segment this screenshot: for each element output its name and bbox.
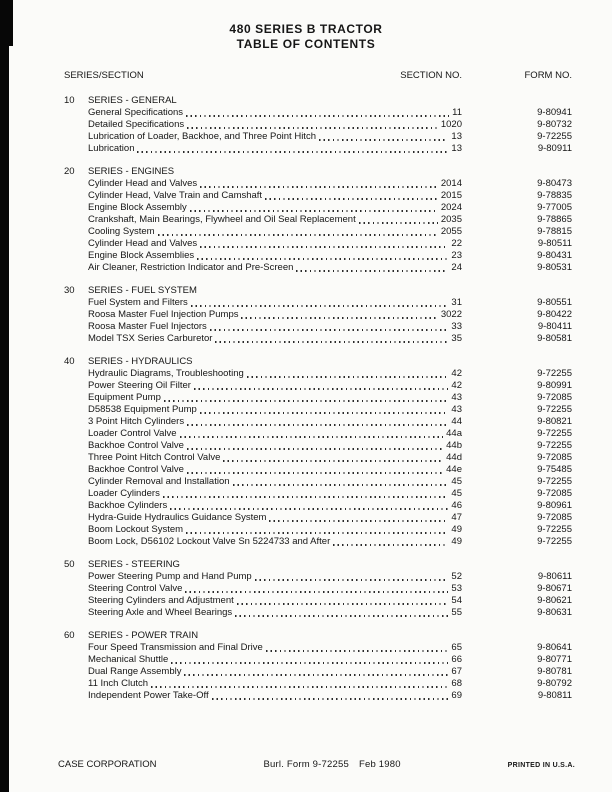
footer-date: Feb 1980: [358, 759, 401, 770]
entry-form-no: 9-72085: [537, 392, 572, 403]
dot-leader: [333, 544, 448, 546]
entry-section-no: 42: [451, 368, 462, 379]
entry-form-no: 9-80411: [537, 321, 572, 332]
dot-leader: [151, 686, 448, 688]
entry-label: Independent Power Take-Off: [88, 690, 209, 701]
section-title: SERIES - GENERAL: [88, 95, 177, 106]
entry-label: Power Steering Pump and Hand Pump: [88, 571, 252, 582]
section-entries: [64, 642, 572, 702]
entry-form-no: 9-80611: [537, 571, 572, 582]
entry-label: Crankshaft, Main Bearings, Flywheel and Oil Seal Replacement: [88, 214, 356, 225]
page-title: [0, 22, 612, 52]
entry-form-no: 9-80821: [537, 416, 572, 427]
dot-leader: [187, 424, 448, 426]
section-number: 50: [64, 559, 75, 570]
dot-leader: [200, 186, 438, 188]
entry-form-no: 9-75485: [537, 464, 572, 475]
section-header: [64, 559, 572, 571]
section-number: 10: [64, 95, 75, 106]
section-title: SERIES - ENGINES: [88, 166, 175, 177]
dot-leader: [171, 662, 448, 664]
entry-form-no: 9-72085: [537, 452, 572, 463]
dot-leader: [215, 341, 448, 343]
entry-form-no: 9-72255: [537, 440, 572, 451]
toc-entry: [64, 428, 572, 440]
toc-entry: [64, 583, 572, 595]
entry-form-no: 9-80961: [537, 500, 572, 511]
dot-leader: [200, 412, 449, 414]
dot-leader: [180, 436, 444, 438]
entry-label: Power Steering Oil Filter: [88, 380, 191, 391]
entry-label: Fuel System and Filters: [88, 297, 188, 308]
page-footer: [58, 759, 575, 770]
dot-leader: [187, 448, 443, 450]
entry-section-no: 44a: [446, 428, 462, 439]
toc-content: [64, 70, 572, 713]
dot-leader: [187, 127, 438, 129]
toc-entry: [64, 131, 572, 143]
column-header-section: SERIES/SECTION: [64, 70, 144, 81]
entry-label: Roosa Master Fuel Injection Pumps: [88, 309, 239, 320]
section-entries: [64, 297, 572, 345]
entry-form-no: 9-72255: [537, 536, 572, 547]
entry-section-no: 2014: [440, 178, 462, 189]
dot-leader: [190, 210, 438, 212]
dot-leader: [319, 139, 448, 141]
toc-entry: [64, 333, 572, 345]
toc-entry: [64, 214, 572, 226]
entry-label: Hydraulic Diagrams, Troubleshooting: [88, 368, 244, 379]
toc-entry: [64, 595, 572, 607]
section-number: 30: [64, 285, 75, 296]
entry-label: 11 Inch Clutch: [88, 678, 149, 689]
entry-form-no: 9-80732: [537, 119, 572, 130]
entry-label: Roosa Master Fuel Injectors: [88, 321, 207, 332]
entry-section-no: 69: [451, 690, 462, 701]
entry-label: Cylinder Head and Valves: [88, 178, 198, 189]
toc-entry: [64, 226, 572, 238]
entry-form-no: 9-80431: [537, 250, 572, 261]
entry-form-no: 9-72255: [537, 476, 572, 487]
toc-entry: [64, 536, 572, 548]
dot-leader: [137, 151, 448, 153]
entry-form-no: 9-80671: [537, 583, 572, 594]
dot-leader: [266, 650, 449, 652]
toc-entry: [64, 143, 572, 155]
entry-label: Steering Cylinders and Adjustment: [88, 595, 234, 606]
entry-label: Engine Block Assemblies: [88, 250, 195, 261]
section-title: SERIES - POWER TRAIN: [88, 630, 199, 641]
toc-entry: [64, 392, 572, 404]
dot-leader: [223, 460, 443, 462]
entry-label: Loader Cylinders: [88, 488, 160, 499]
section-header: [64, 285, 572, 297]
entry-form-no: 9-78815: [537, 226, 572, 237]
toc-sections: [64, 95, 572, 702]
entry-form-no: 9-80551: [537, 297, 572, 308]
entry-section-no: 45: [451, 476, 462, 487]
entry-label: Lubrication: [88, 143, 135, 154]
section-title: SERIES - FUEL SYSTEM: [88, 285, 197, 296]
entry-label: D58538 Equipment Pump: [88, 404, 197, 415]
toc-section: [64, 166, 572, 274]
entry-section-no: 46: [451, 500, 462, 511]
entry-section-no: 67: [451, 666, 462, 677]
entry-label: Boom Lockout System: [88, 524, 184, 535]
footer-form-number: Burl. Form 9-72255: [263, 759, 349, 770]
entry-label: Cylinder Head and Valves: [88, 238, 198, 249]
entry-section-no: 42: [451, 380, 462, 391]
dot-leader: [170, 508, 448, 510]
entry-section-no: 2024: [440, 202, 462, 213]
dot-leader: [191, 305, 449, 307]
dot-leader: [359, 222, 438, 224]
entry-form-no: 9-72255: [537, 524, 572, 535]
toc-section: [64, 630, 572, 702]
dot-leader: [194, 388, 448, 390]
section-number: 40: [64, 356, 75, 367]
entry-form-no: 9-80911: [537, 143, 572, 154]
toc-entry: [64, 678, 572, 690]
section-header: [64, 95, 572, 107]
toc-entry: [64, 690, 572, 702]
entry-label: Mechanical Shuttle: [88, 654, 169, 665]
entry-section-no: 65: [451, 642, 462, 653]
entry-form-no: 9-80941: [537, 107, 572, 118]
dot-leader: [184, 674, 448, 676]
toc-entry: [64, 321, 572, 333]
section-number: 60: [64, 630, 75, 641]
entry-form-no: 9-80422: [537, 309, 572, 320]
entry-label: Steering Control Valve: [88, 583, 183, 594]
entry-section-no: 23: [451, 250, 462, 261]
section-entries: [64, 107, 572, 155]
entry-section-no: 44d: [446, 452, 462, 463]
entry-label: Four Speed Transmission and Final Drive: [88, 642, 263, 653]
entry-label: Cylinder Head, Valve Train and Camshaft: [88, 190, 263, 201]
dot-leader: [237, 603, 449, 605]
entry-section-no: 43: [451, 392, 462, 403]
toc-entry: [64, 500, 572, 512]
footer-printed-note: PRINTED IN U.S.A.: [507, 762, 575, 769]
entry-label: Backhoe Cylinders: [88, 500, 168, 511]
entry-section-no: 13: [451, 143, 462, 154]
toc-section: [64, 95, 572, 155]
entry-form-no: 9-80621: [537, 595, 572, 606]
entry-section-no: 33: [451, 321, 462, 332]
entry-form-no: 9-72255: [537, 428, 572, 439]
toc-entry: [64, 250, 572, 262]
entry-section-no: 53: [451, 583, 462, 594]
entry-section-no: 11: [452, 107, 462, 118]
entry-section-no: 47: [451, 512, 462, 523]
toc-section: [64, 285, 572, 345]
entry-label: Model TSX Series Carburetor: [88, 333, 213, 344]
entry-section-no: 52: [451, 571, 462, 582]
entry-section-no: 43: [451, 404, 462, 415]
dot-leader: [241, 317, 437, 319]
footer-company: CASE CORPORATION: [58, 759, 157, 770]
entry-form-no: 9-80781: [537, 666, 572, 677]
scan-artifact-left-edge: [0, 0, 9, 792]
entry-section-no: 66: [451, 654, 462, 665]
toc-entry: [64, 238, 572, 250]
dot-leader: [158, 234, 438, 236]
entry-form-no: 9-80473: [537, 178, 572, 189]
dot-leader: [296, 270, 448, 272]
column-header-section-no: SECTION NO.: [400, 70, 462, 81]
toc-entry: [64, 297, 572, 309]
dot-leader: [235, 615, 448, 617]
toc-entry: [64, 464, 572, 476]
entry-form-no: 9-72085: [537, 512, 572, 523]
dot-leader: [163, 496, 449, 498]
entry-form-no: 9-80811: [537, 690, 572, 701]
section-entries: [64, 368, 572, 548]
entry-label: Backhoe Control Valve: [88, 440, 184, 451]
toc-entry: [64, 380, 572, 392]
dot-leader: [212, 698, 449, 700]
title-line-2: TABLE OF CONTENTS: [236, 37, 376, 51]
entry-label: Steering Axle and Wheel Bearings: [88, 607, 233, 618]
section-header: [64, 356, 572, 368]
toc-entry: [64, 404, 572, 416]
entry-form-no: 9-72255: [537, 368, 572, 379]
entry-section-no: 49: [451, 524, 462, 535]
toc-section: [64, 356, 572, 548]
toc-entry: [64, 368, 572, 380]
entry-form-no: 9-80771: [537, 654, 572, 665]
entry-label: Lubrication of Loader, Backhoe, and Three Point Hitch: [88, 131, 316, 142]
entry-section-no: 35: [451, 333, 462, 344]
entry-section-no: 2035: [440, 214, 462, 225]
entry-section-no: 54: [451, 595, 462, 606]
entry-section-no: 1020: [440, 119, 462, 130]
footer-form-info: [264, 759, 401, 770]
entry-form-no: 9-80631: [537, 607, 572, 618]
entry-section-no: 55: [451, 607, 462, 618]
toc-entry: [64, 202, 572, 214]
section-entries: [64, 178, 572, 274]
entry-form-no: 9-80531: [537, 262, 572, 273]
toc-entry: [64, 607, 572, 619]
section-title: SERIES - HYDRAULICS: [88, 356, 193, 367]
entry-section-no: 13: [451, 131, 462, 142]
column-header-form-no: FORM NO.: [524, 70, 572, 81]
entry-form-no: 9-72085: [537, 488, 572, 499]
toc-entry: [64, 488, 572, 500]
entry-label: General Specifications: [88, 107, 184, 118]
toc-entry: [64, 190, 572, 202]
entry-label: Cylinder Removal and Installation: [88, 476, 230, 487]
dot-leader: [185, 591, 448, 593]
entry-section-no: 68: [451, 678, 462, 689]
entry-section-no: 3022: [440, 309, 462, 320]
entry-section-no: 22: [451, 238, 462, 249]
entry-form-no: 9-77005: [537, 202, 572, 213]
entry-label: Detailed Specifications: [88, 119, 185, 130]
entry-section-no: 2015: [440, 190, 462, 201]
entry-form-no: 9-78835: [537, 190, 572, 201]
entry-label: Backhoe Control Valve: [88, 464, 184, 475]
entry-label: 3 Point Hitch Cylinders: [88, 416, 185, 427]
entry-form-no: 9-72255: [537, 404, 572, 415]
dot-leader: [233, 484, 449, 486]
toc-entry: [64, 107, 572, 119]
section-header: [64, 166, 572, 178]
dot-leader: [186, 532, 448, 534]
dot-leader: [247, 376, 449, 378]
toc-entry: [64, 262, 572, 274]
toc-entry: [64, 654, 572, 666]
title-line-1: 480 SERIES B TRACTOR: [229, 22, 383, 36]
entry-section-no: 44e: [446, 464, 462, 475]
section-entries: [64, 571, 572, 619]
entry-label: Hydra-Guide Hydraulics Guidance System: [88, 512, 267, 523]
entry-form-no: 9-80511: [537, 238, 572, 249]
entry-label: Engine Block Assembly: [88, 202, 187, 213]
entry-label: Loader Control Valve: [88, 428, 177, 439]
entry-form-no: 9-80991: [537, 380, 572, 391]
entry-label: Dual Range Assembly: [88, 666, 182, 677]
toc-section: [64, 559, 572, 619]
entry-form-no: 9-80641: [537, 642, 572, 653]
entry-section-no: 45: [451, 488, 462, 499]
entry-section-no: 31: [451, 297, 462, 308]
dot-leader: [269, 520, 448, 522]
dot-leader: [186, 115, 449, 117]
entry-label: Boom Lock, D56102 Lockout Valve Sn 5224733 and After: [88, 536, 331, 547]
entry-label: Equipment Pump: [88, 392, 161, 403]
dot-leader: [164, 400, 449, 402]
entry-section-no: 44b: [446, 440, 462, 451]
dot-leader: [255, 579, 449, 581]
toc-entry: [64, 452, 572, 464]
entry-section-no: 44: [451, 416, 462, 427]
entry-label: Air Cleaner, Restriction Indicator and Pre-Screen: [88, 262, 294, 273]
entry-label: Cooling System: [88, 226, 155, 237]
entry-form-no: 9-78865: [537, 214, 572, 225]
entry-section-no: 49: [451, 536, 462, 547]
section-header: [64, 630, 572, 642]
entry-form-no: 9-72255: [537, 131, 572, 142]
dot-leader: [197, 258, 448, 260]
dot-leader: [210, 329, 449, 331]
toc-entry: [64, 666, 572, 678]
toc-entry: [64, 512, 572, 524]
toc-entry: [64, 119, 572, 131]
section-number: 20: [64, 166, 75, 177]
dot-leader: [265, 198, 438, 200]
section-title: SERIES - STEERING: [88, 559, 180, 570]
entry-section-no: 24: [451, 262, 462, 273]
dot-leader: [200, 246, 448, 248]
entry-section-no: 2055: [440, 226, 462, 237]
toc-entry: [64, 416, 572, 428]
dot-leader: [187, 472, 443, 474]
entry-label: Three Point Hitch Control Valve: [88, 452, 221, 463]
toc-entry: [64, 524, 572, 536]
toc-entry: [64, 178, 572, 190]
toc-entry: [64, 440, 572, 452]
toc-entry: [64, 476, 572, 488]
column-header-row: [64, 70, 572, 82]
toc-entry: [64, 309, 572, 321]
entry-form-no: 9-80581: [537, 333, 572, 344]
toc-entry: [64, 642, 572, 654]
entry-form-no: 9-80792: [537, 678, 572, 689]
toc-entry: [64, 571, 572, 583]
